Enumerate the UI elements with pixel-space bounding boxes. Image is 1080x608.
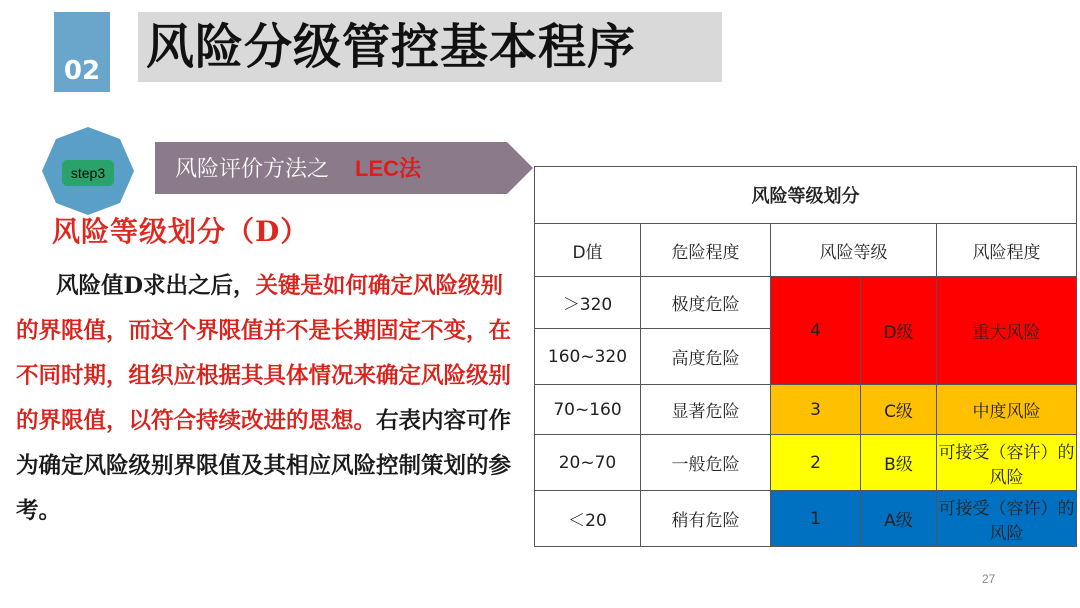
cell-level-degree: 中度风险 [937,385,1077,435]
cell-d-value: 160~320 [535,329,641,385]
cell-level-degree: 重大风险 [937,277,1077,385]
cell-danger: 高度危险 [641,329,771,385]
cell-d-value: ＞320 [535,277,641,329]
cell-level-number: 4 [771,277,861,385]
cell-level-degree: 可接受（容许）的风险 [937,491,1077,547]
risk-level-table [534,166,1077,547]
body-paragraph [16,264,516,534]
table-row [535,385,1077,435]
cell-level-grade: A级 [861,491,937,547]
cell-level-grade: C级 [861,385,937,435]
cell-danger: 极度危险 [641,277,771,329]
paragraph-emphasis: 关键是如何确定风险级别的界限值，而这个界限值并不是长期固定不变，在不同时期，组织应根据其具体情况来确定风险级别的界限值，以符合持续改进的思想。 [16,273,512,434]
table-row [535,491,1077,547]
page-title: 风险分级管控基本程序 [146,19,637,75]
cell-level-number: 3 [771,385,861,435]
method-label: 风险评价方法之 [175,157,330,182]
method-highlight: LEC法 [355,156,422,181]
cell-d-value: 20~70 [535,435,641,491]
step-badge [40,125,136,217]
cell-level-grade: D级 [861,277,937,385]
cell-d-value: 70~160 [535,385,641,435]
cell-level-degree: 可接受（容许）的风险 [937,435,1077,491]
header-risk-degree: 风险程度 [937,224,1077,277]
section-number: 02 [54,12,110,92]
cell-danger: 显著危险 [641,385,771,435]
table-row [535,435,1077,491]
step-label: step3 [62,160,114,186]
table-caption: 风险等级划分 [535,167,1077,224]
cell-danger: 一般危险 [641,435,771,491]
sub-heading: 风险等级划分（D） [52,215,310,248]
table-header-row [535,224,1077,277]
table-row [535,277,1077,329]
paragraph-part1: 风险值D求出之后， [56,273,256,299]
cell-level-number: 2 [771,435,861,491]
method-title [175,150,421,188]
page-number: 27 [982,572,996,586]
paragraph-part3: 右表内容可作为确定风险级别界限值及其相应风险控制策划的参考。 [16,408,512,524]
cell-danger: 稍有危险 [641,491,771,547]
cell-level-number: 1 [771,491,861,547]
header-d-value: D值 [535,224,641,277]
header-risk-level: 风险等级 [771,224,937,277]
cell-d-value: ＜20 [535,491,641,547]
cell-level-grade: B级 [861,435,937,491]
header-danger: 危险程度 [641,224,771,277]
